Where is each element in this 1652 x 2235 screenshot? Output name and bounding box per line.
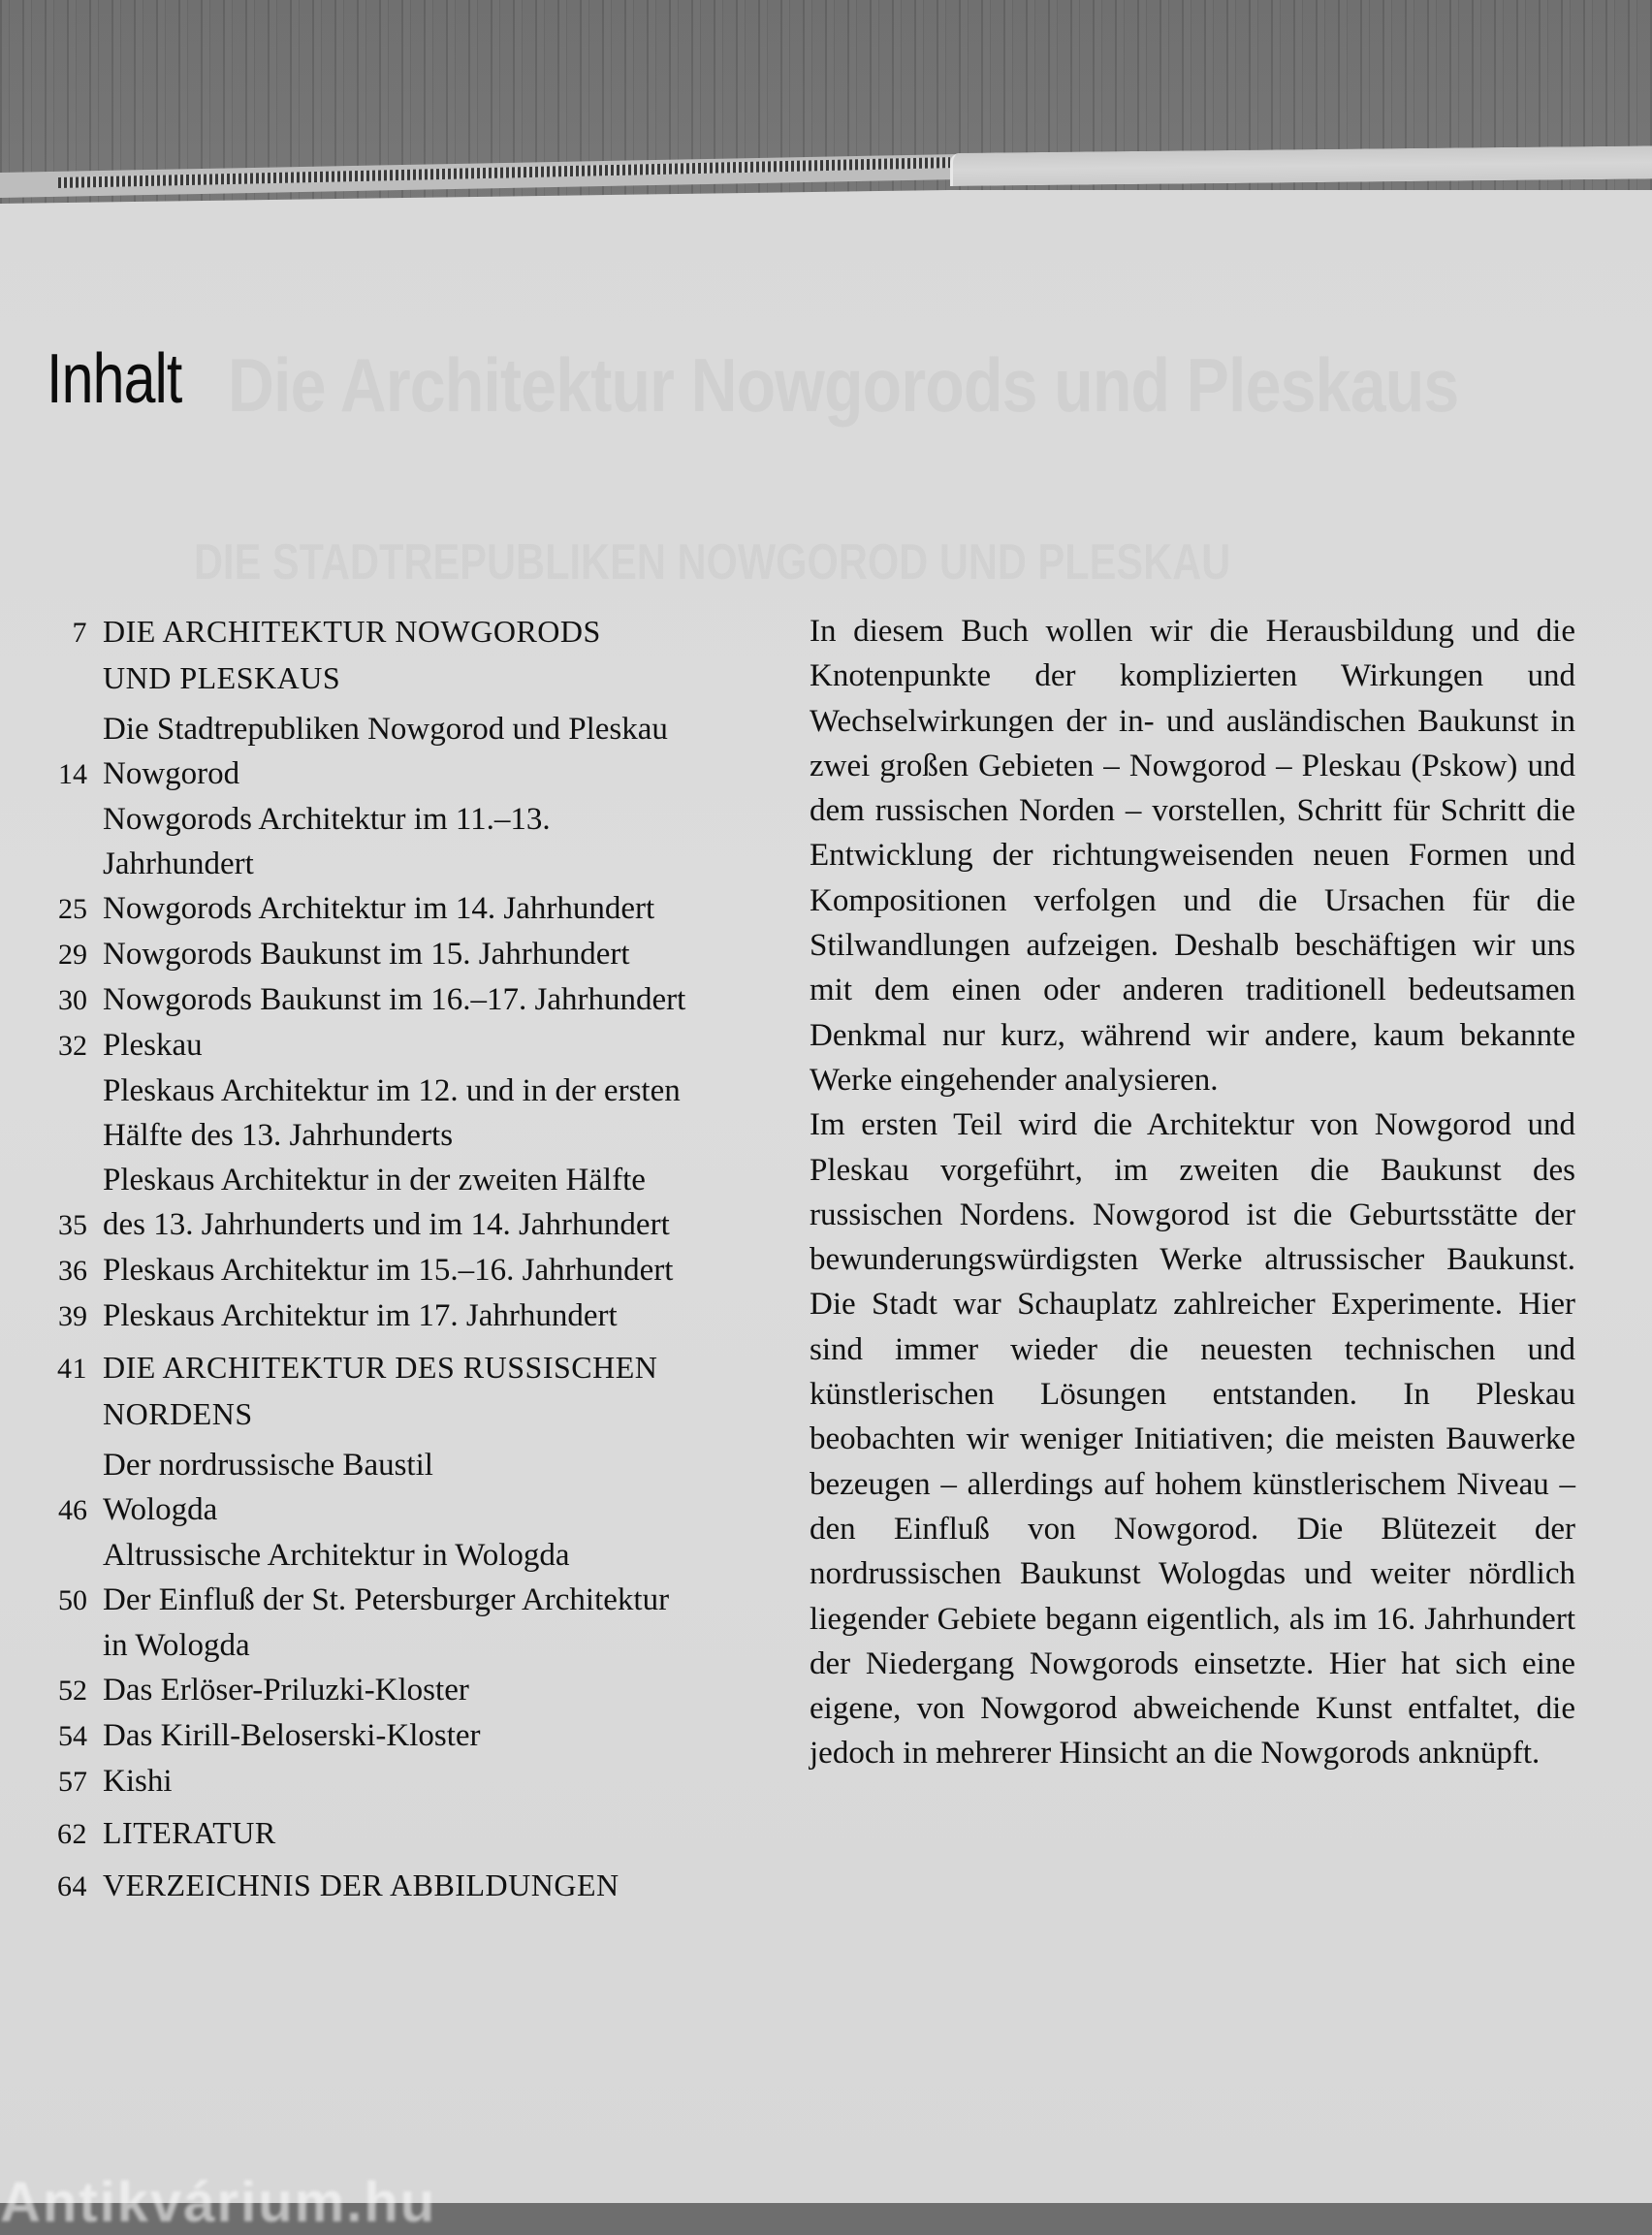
toc-title: Nowgorods Baukunst im 16.–17. Jahrhundert <box>103 982 686 1017</box>
toc-title: des 13. Jahrhunderts und im 14. Jahrhundert <box>103 1207 670 1242</box>
toc-title: Der Einfluß der St. Petersburger Architektur <box>103 1582 670 1617</box>
table-of-contents <box>39 609 785 1909</box>
toc-entry <box>39 1713 785 1759</box>
toc-entry <box>39 977 785 1023</box>
toc-page-number: 35 <box>58 1209 87 1241</box>
toc-title: Das Erlöser-Priluzki-Kloster <box>103 1673 469 1708</box>
intro-paragraph-1: In diesem Buch wollen wir die Herausbildung und die Knotenpunkte der komplizierten Wirkungen und Wechselwirkungen der in- und ausländischen Baukunst in zwei großen Gebieten – Nowgorod – Pleskau (Pskow) und dem russischen Norden – vorstellen, Schritt für Schritt die Entwicklung der richtungweisenden neuen Formen und Kompositionen verfolgen und die Ursachen für die Stilwandlungen aufzeigen. Deshalb beschäftigen wir uns mit dem einen oder anderen traditionell bedeutsamen Denkmal nur kurz, während wir andere, kaum bekannte Werke eingehender analysieren. <box>810 614 1575 1098</box>
toc-entry <box>39 1202 785 1248</box>
toc-entry <box>39 1293 785 1339</box>
toc-page-number: 41 <box>57 1353 87 1385</box>
toc-title: in Wologda <box>103 1628 250 1663</box>
toc-page-number: 50 <box>58 1584 87 1616</box>
toc-entry <box>39 609 785 655</box>
introduction-text <box>810 609 1575 1776</box>
toc-entry <box>39 1158 785 1202</box>
toc-page-number: 29 <box>58 939 87 971</box>
toc-title: Altrussische Architektur in Wologda <box>103 1538 570 1573</box>
toc-entry <box>39 1533 785 1578</box>
toc-title: Das Kirill-Beloserski-Kloster <box>103 1718 481 1753</box>
intro-paragraph-2: Im ersten Teil wird die Architektur von Nowgorod und Pleskau vorgeführt, im zweiten die Baukunst des russischen Nordens. Nowgorod ist die Geburtsstätte der bewunderungswürdigsten Werke altrussischer Baukunst. Die Stadt war Schauplatz zahlreicher Experimente. Hier sind immer wieder die neuesten technischen und künstlerischen Lösungen entstanden. In Pleskau beobachten wir weniger Initiativen; die meisten Bauwerke bezeugen – allerdings auf hohem künstlerischem Niveau – den Einfluß von Nowgorod. Die Blütezeit der nordrussischen Baukunst Wologdas und weiter nördlich liegender Gebiete begann eigentlich, als im 16. Jahrhundert der Niedergang Nowgorods einsetzte. Hier hat sich eine eigene, von Nowgorod abweichende Kunst entfaltet, die jedoch in mehrerer Hinsicht an die Nowgorods anknüpft. <box>810 1107 1575 1772</box>
toc-entry <box>39 655 785 701</box>
toc-page-number: 57 <box>58 1766 87 1798</box>
toc-page-number: 54 <box>58 1720 87 1752</box>
toc-title: DIE ARCHITEKTUR NOWGORODS <box>103 614 601 649</box>
toc-page-number: 32 <box>58 1030 87 1062</box>
toc-entry <box>39 1248 785 1293</box>
page-title: Inhalt <box>47 340 182 418</box>
toc-page-number: 62 <box>57 1818 87 1850</box>
toc-entry <box>39 1391 785 1437</box>
toc-title: Pleskaus Architektur in der zweiten Hälfte <box>103 1163 646 1197</box>
toc-title: Pleskau <box>103 1028 203 1063</box>
toc-entry <box>39 707 785 751</box>
toc-title: UND PLESKAUS <box>103 660 341 695</box>
toc-entry <box>39 797 785 842</box>
toc-title: Jahrhundert <box>103 846 254 881</box>
toc-page-number: 7 <box>72 617 87 649</box>
toc-entry <box>39 1623 785 1668</box>
toc-entry <box>39 1668 785 1713</box>
toc-title: Hälfte des 13. Jahrhunderts <box>103 1118 454 1153</box>
watermark: Antikvárium.hu <box>0 2171 437 2234</box>
toc-title: Pleskaus Architektur im 17. Jahrhundert <box>103 1298 618 1333</box>
toc-entry <box>39 1345 785 1391</box>
toc-entry <box>39 1443 785 1487</box>
toc-entry <box>39 1023 785 1069</box>
toc-entry <box>39 1113 785 1158</box>
toc-title: Die Stadtrepubliken Nowgorod und Pleskau <box>103 712 668 747</box>
toc-entry <box>39 886 785 932</box>
toc-title: Pleskaus Architektur im 15.–16. Jahrhundert <box>103 1253 674 1288</box>
toc-page-number: 52 <box>58 1675 87 1707</box>
toc-title: Nowgorod <box>103 756 240 791</box>
toc-entry <box>39 932 785 977</box>
toc-entry <box>39 842 785 886</box>
toc-page-number: 39 <box>58 1300 87 1332</box>
toc-page-number: 36 <box>58 1255 87 1287</box>
toc-entry <box>39 1810 785 1857</box>
toc-entry <box>39 1863 785 1909</box>
toc-entry <box>39 751 785 797</box>
toc-entry <box>39 1069 785 1113</box>
toc-title: Nowgorods Baukunst im 15. Jahrhundert <box>103 937 630 972</box>
toc-title: Wologda <box>103 1492 218 1527</box>
toc-title: Nowgorods Architektur im 14. Jahrhundert <box>103 891 655 926</box>
toc-entry <box>39 1578 785 1623</box>
toc-page-number: 14 <box>58 758 87 790</box>
toc-title: VERZEICHNIS DER ABBILDUNGEN <box>103 1868 620 1902</box>
showthrough-title <box>228 341 1458 430</box>
toc-title: LITERATUR <box>103 1815 276 1850</box>
toc-page-number: 64 <box>57 1870 87 1902</box>
toc-page-number: 25 <box>58 893 87 925</box>
toc-title: DIE ARCHITEKTUR DES RUSSISCHEN <box>103 1350 658 1385</box>
toc-entry <box>39 1759 785 1804</box>
toc-title: NORDENS <box>103 1396 253 1431</box>
toc-title: Nowgorods Architektur im 11.–13. <box>103 802 551 837</box>
toc-page-number: 30 <box>58 984 87 1016</box>
toc-title: Der nordrussische Baustil <box>103 1448 433 1483</box>
showthrough-subtitle <box>194 533 1230 591</box>
toc-title: Kishi <box>103 1764 173 1799</box>
toc-title: Pleskaus Architektur im 12. und in der ersten <box>103 1073 681 1108</box>
toc-page-number: 46 <box>58 1494 87 1526</box>
toc-entry <box>39 1487 785 1533</box>
